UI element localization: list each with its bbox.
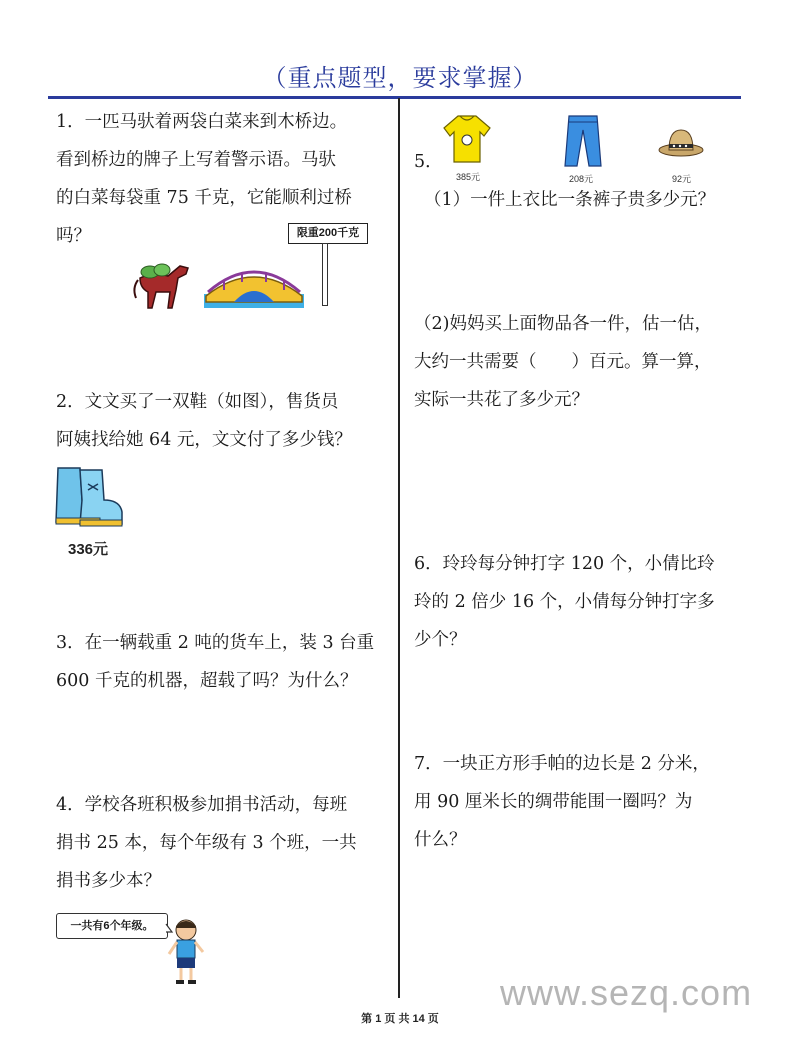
question-4 (56, 786, 357, 900)
question-1-line: 的白菜每袋重 75 千克，它能顺利过桥 (56, 188, 352, 208)
sweater-price: 385元 (456, 172, 481, 182)
page-title: （重点题型，要求掌握） (262, 64, 538, 92)
watermark: www.sezq.com (500, 972, 753, 1013)
question-2-line: 2．文文买了一双鞋（如图），售货员 (56, 392, 339, 412)
question-7-line: 用 90 厘米长的绸带能围一圈吗？为 (414, 792, 693, 812)
horse-with-cabbage-image (132, 258, 194, 314)
question-3 (56, 624, 374, 700)
page-number: 第 1 页 共 14 页 (361, 1013, 439, 1025)
pants-image (563, 114, 603, 168)
header-rule (48, 96, 741, 99)
sign-post (322, 243, 328, 306)
question-4-line: 4．学校各班积极参加捐书活动，每班 (56, 795, 348, 815)
question-6-line: 6．玲玲每分钟打字 120 个，小倩比玲 (414, 554, 715, 574)
question-5-part-2 (414, 305, 712, 419)
question-2 (56, 383, 352, 459)
question-5-line: （2)妈妈买上面物品各一件，估一估， (414, 314, 712, 334)
question-1-line: 1．一匹马驮着两袋白菜来到木桥边。 (56, 112, 348, 132)
question-7 (414, 745, 710, 859)
question-3-line: 3．在一辆载重 2 吨的货车上，装 3 台重 (56, 633, 375, 653)
question-6-line: 玲的 2 倍少 16 个，小倩每分钟打字多 (414, 592, 715, 612)
sweater-image (442, 112, 492, 164)
question-6 (414, 545, 715, 659)
hat-price: 92元 (672, 174, 692, 184)
question-1-line: 看到桥边的牌子上写着警示语。马驮 (56, 150, 336, 170)
question-7-line: 7．一块正方形手帕的边长是 2 分米， (414, 754, 710, 774)
column-divider (398, 98, 400, 998)
question-4-line: 捐书 25 本，每个年级有 3 个班，一共 (56, 833, 357, 853)
question-7-line: 什么？ (414, 830, 467, 850)
shoes-image (52, 460, 124, 530)
question-4-line: 捐书多少本？ (56, 871, 161, 891)
question-5-line: 实际一共花了多少元？ (414, 390, 589, 410)
speech-bubble: 一共有6个年级。 (56, 913, 168, 939)
question-5-part-1: （1）一件上衣比一条裤子贵多少元？ (424, 190, 716, 210)
hat-image (658, 126, 704, 158)
bridge-image (204, 262, 304, 308)
question-5-number: 5． (414, 152, 443, 172)
question-2-line: 阿姨找给她 64 元，文文付了多少钱？ (56, 430, 352, 450)
shoes-price: 336元 (68, 541, 109, 558)
weight-limit-sign: 限重200千克 (288, 223, 368, 244)
question-5-line: 大约一共需要（ ）百元。算一算， (414, 352, 712, 372)
pants-price: 208元 (569, 174, 594, 184)
question-3-line: 600 千克的机器，超载了吗？为什么？ (56, 671, 358, 691)
boy-image (166, 918, 206, 988)
question-1-line: 吗？ (56, 226, 91, 246)
question-6-line: 少个？ (414, 630, 467, 650)
